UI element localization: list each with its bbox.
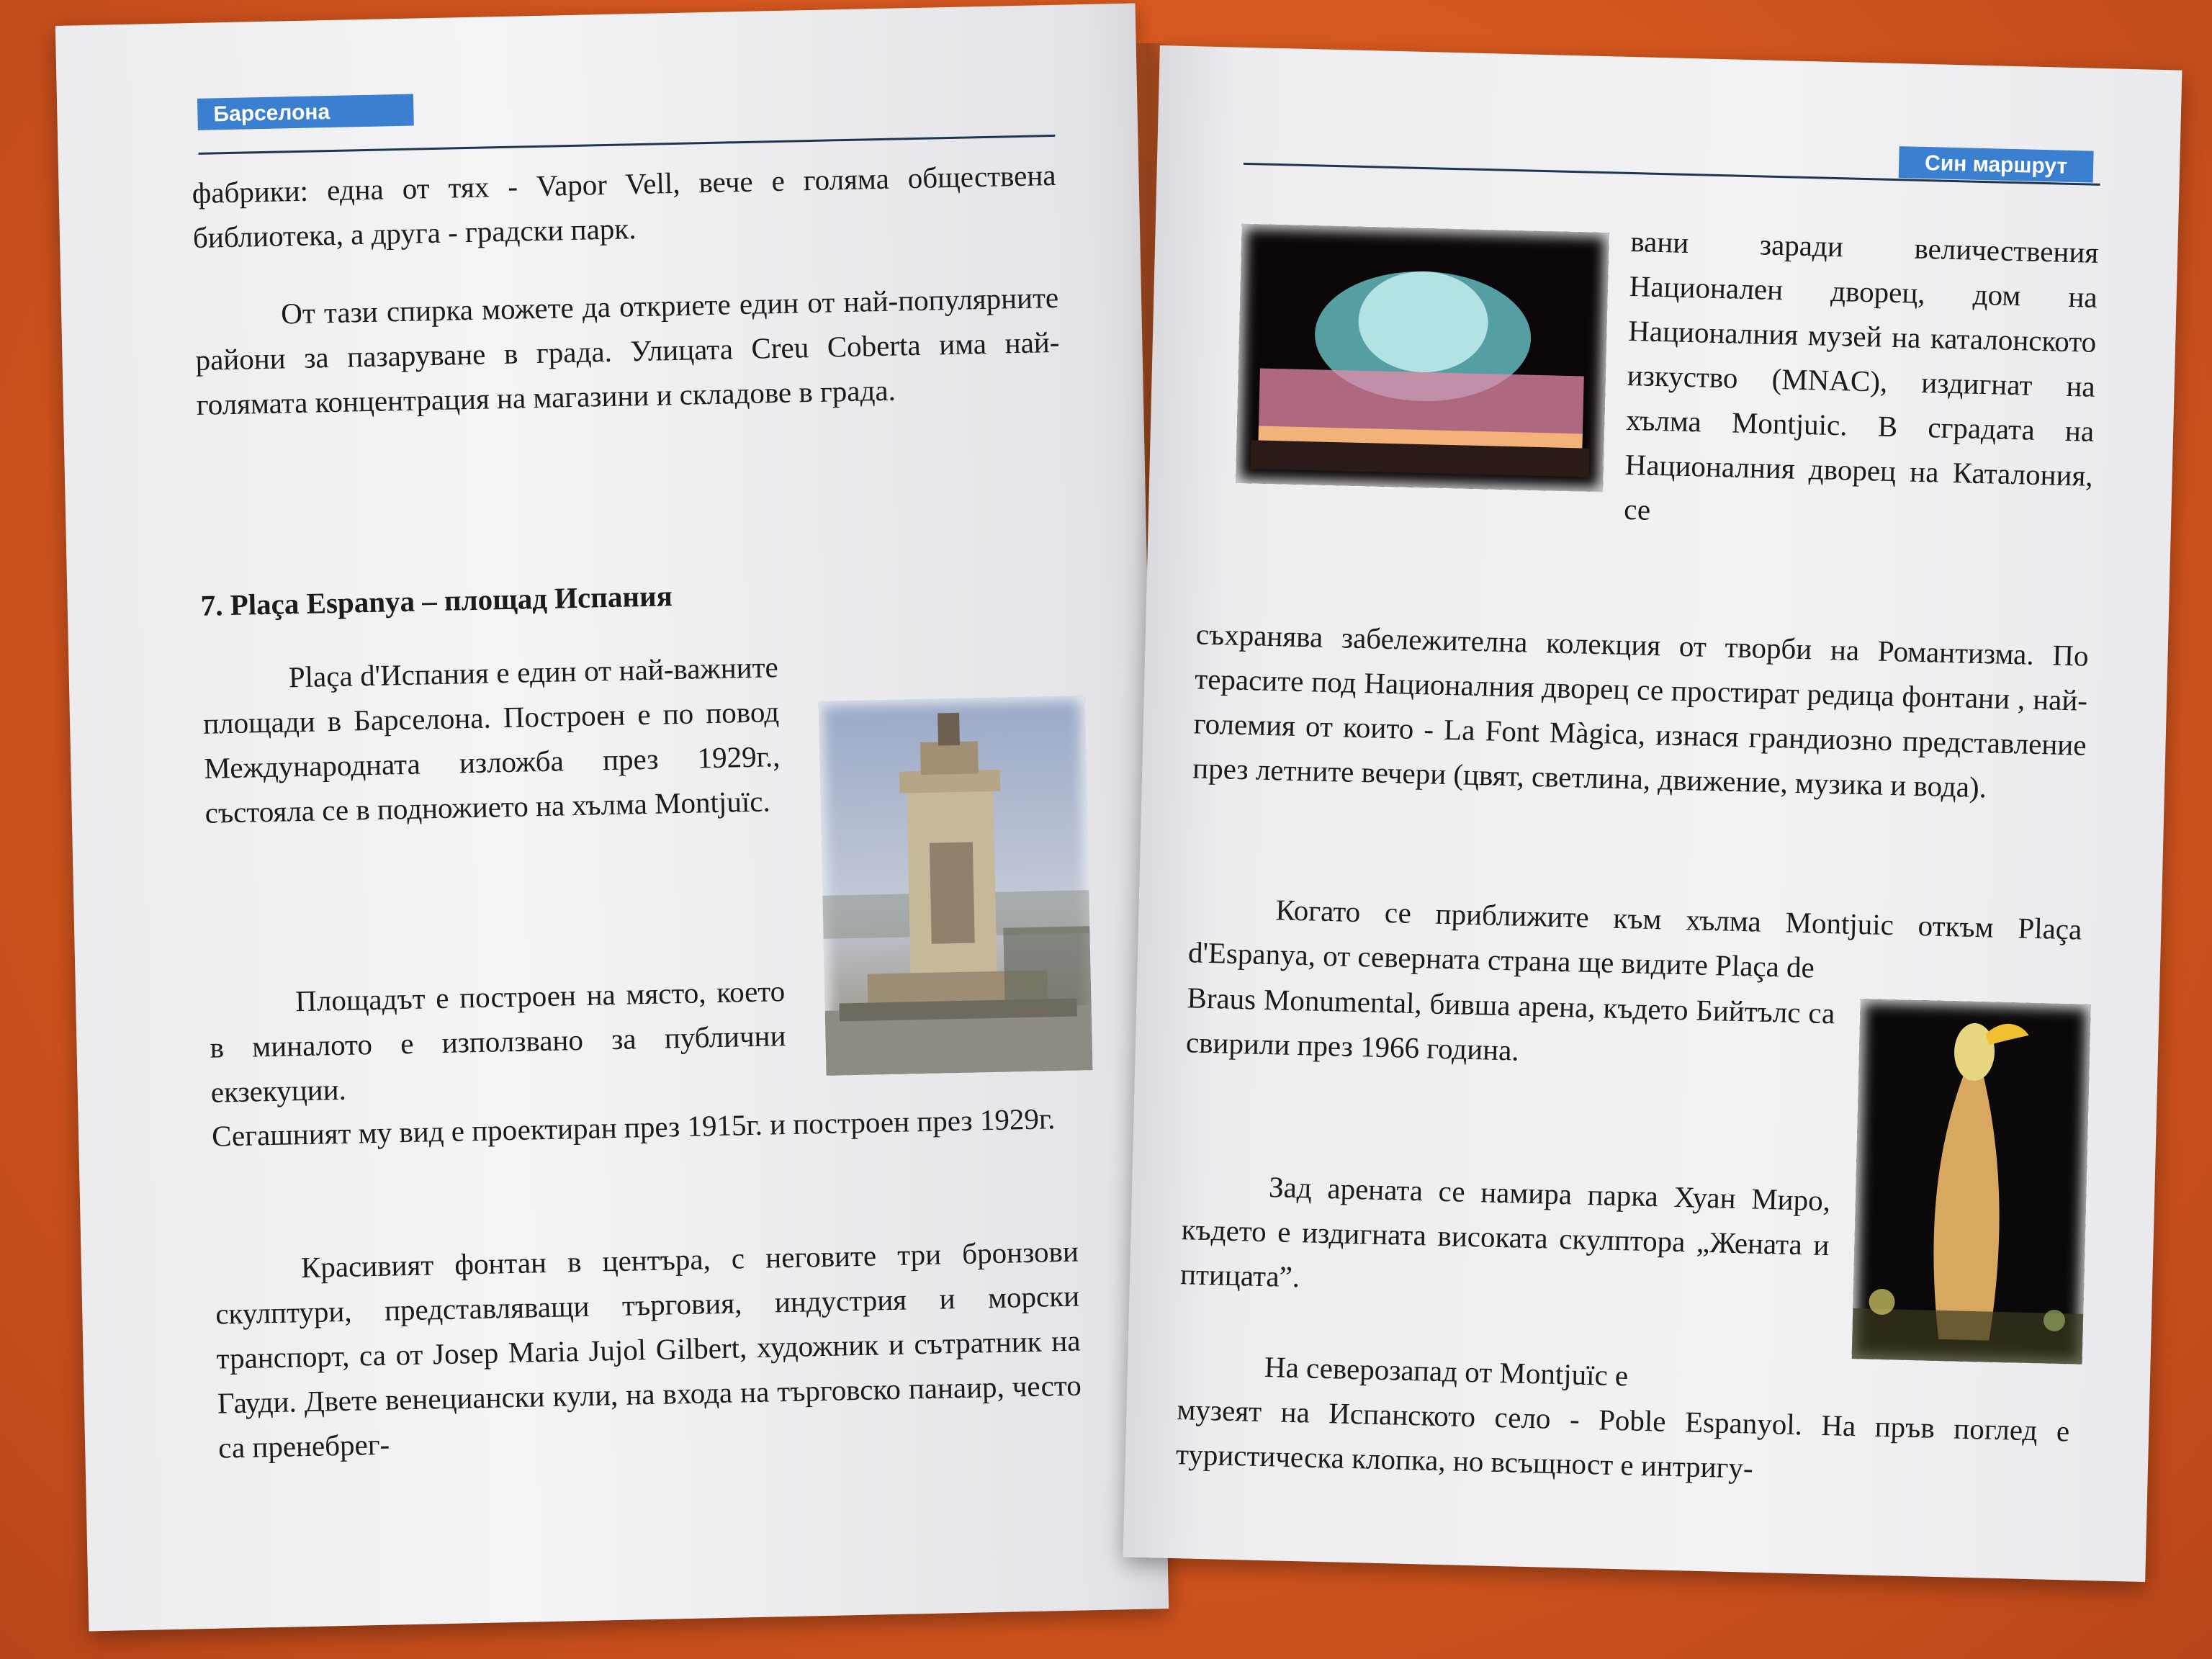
- magic-fountain-illustration: [1236, 224, 1609, 492]
- paragraph-poble-espanyol-b: музеят на Испанското село - Poble Espanyol. На пръв поглед е туристическа клопка, но всъщност е интригу-: [1175, 1393, 2070, 1485]
- paragraph-shopping: От тази спирка можете да откриете един от най-популярните райони за пазаруване в града. Улицата Creu Coberta има най-голямата концентрация на магазини и складове в града.: [195, 280, 1060, 421]
- paragraph-placa-intro: Plaça d'Испания е един от най-важните площади в Барселона. Построен е по повод Международната изложба през 1929г., състояла се в подножието на хълма Montjuïc.: [202, 650, 781, 830]
- miro-sculpture-illustration: [1852, 999, 2091, 1364]
- paragraph-square-history-a: Площадът е построен на място, което в миналото е използвано за публични екзекуции.: [210, 974, 786, 1109]
- photo-woman-and-bird-sculpture: [1852, 999, 2091, 1364]
- left-page: [55, 4, 1169, 1632]
- photo-magic-fountain: [1236, 224, 1609, 492]
- photo-placa-espanya-fountain: [819, 696, 1093, 1076]
- section-heading-placa-espanya: 7. Plaça Espanya – площад Испания: [200, 579, 673, 622]
- paragraph-fountain-sculptures: Красивият фонтан в центъра, с неговите три бронзови скулптури, представляващи търговия, индустрия и морски транспорт, са от Josep Maria Jujol Gilbert, художник и сътратник на Гауди. Двете венециански кули, на входа на търговско панаир, често са пренебрег-: [215, 1234, 1082, 1465]
- header-rule: [199, 135, 1056, 155]
- paragraph-bullring-a: Когато се приближите към хълма Montjuic откъм Plaça d'Espanya, от северната страна ще видите Plaça de: [1187, 893, 2082, 984]
- paragraph-miro-park: Зад арената се намира парка Хуан Миро, където е издигната високата скулптора „Жената и птицата”.: [1179, 1170, 1831, 1294]
- paragraph-square-history-b: Сегашният му вид е проектиран през 1915г. и построен през 1929г.: [211, 1102, 1056, 1153]
- fountain-tower-illustration: [819, 696, 1093, 1076]
- paragraph-poble-espanyol-a: На северозапад от Montjuïc е: [1264, 1350, 1629, 1393]
- paragraph-factories: фабрики: една от тях - Vapor Vell, вече е голяма обществена библиотека, а друга - градски парк.: [192, 158, 1056, 255]
- right-page: [1123, 45, 2182, 1582]
- paragraph-national-palace-a: вани заради величествения Национален дворец, дом на Националния музей на каталонското изкуство (MNAC), издигнат на хълма Montjuic. В сградата на Националния дворец на Каталония, се: [1623, 225, 2099, 526]
- paragraph-national-palace-b: съхранява забележителна колекция от творби на Романтизма. По терасите под Националния дворец се простират редица фонтани , най-големия от които - La Font Màgica, изнася грандиозно представление през летните вечери (цвят, светлина, движение, музика и вода).: [1192, 617, 2090, 804]
- paragraph-bullring-b: Braus Monumental, бивша арена, където Бийтълс са свирили през 1966 година.: [1185, 981, 1835, 1067]
- section-tab-blue-route: Син маршрут: [1899, 146, 2094, 183]
- section-tab-barcelona: Барселона: [197, 94, 414, 130]
